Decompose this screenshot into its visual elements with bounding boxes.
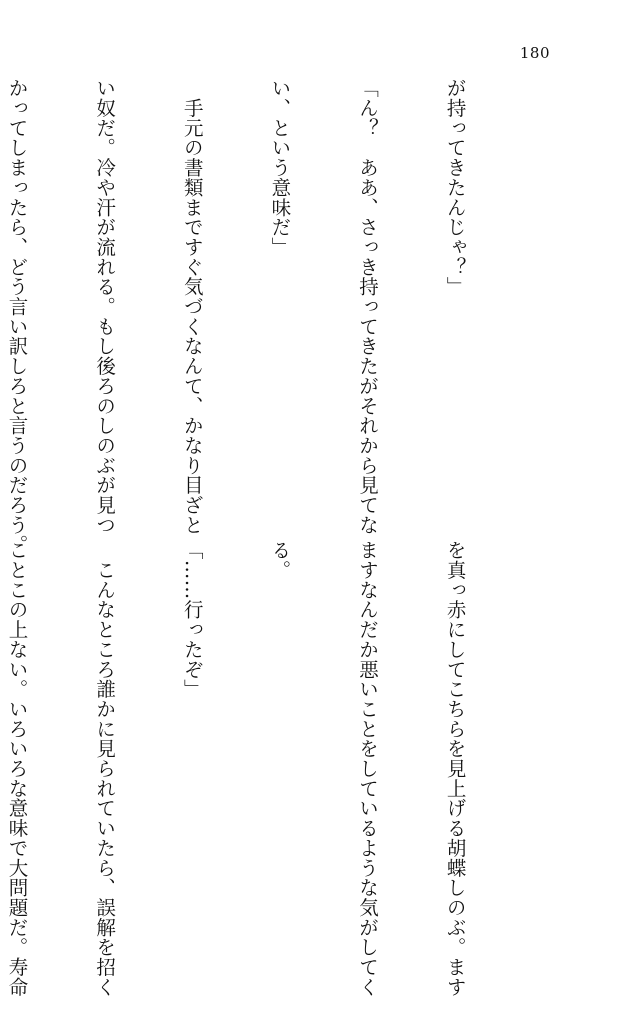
text-line: かってしまったら、どう言い訳しろと言うのだろう。: [5, 78, 29, 555]
text-block-bottom: [5, 540, 528, 997]
text-block-top: [5, 78, 528, 555]
text-line: 「……行ったぞ」: [180, 540, 204, 699]
text-line: ことこの上ない。いろいろな意味で大問題だ。寿命: [5, 540, 29, 997]
text-line: が持ってきたんじゃ？」: [443, 78, 467, 297]
text-line: こんなところ誰かに見られていたら、誤解を招く: [93, 540, 117, 997]
text-line: い、という意味だ」: [268, 78, 292, 257]
text-line: ますなんだか悪いことをしているような気がしてく: [355, 540, 379, 997]
text-line: る。: [268, 540, 292, 580]
text-line: 手元の書類まですぐ気づくなんて、かなり目ざと: [180, 78, 204, 535]
text-line: を真っ赤にしてこちらを見上げる胡蝶しのぶ。ます: [443, 540, 467, 997]
text-line: い奴だ。冷や汗が流れる。もし後ろのしのぶが見つ: [93, 78, 117, 535]
text-line: 「ん？ ああ、さっき持ってきたがそれから見てな: [355, 78, 379, 535]
page-number: 180: [519, 44, 550, 62]
